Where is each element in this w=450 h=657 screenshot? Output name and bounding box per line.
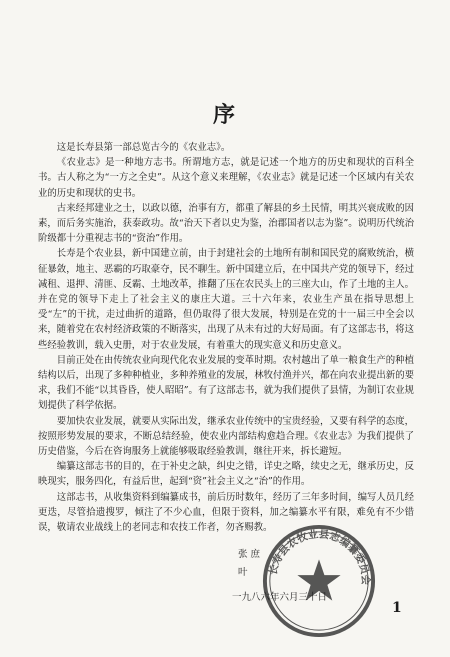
page-title: 序 [212,102,237,128]
signature-date: 一九八六年六月三十日 [232,592,328,603]
paragraph-8: 这部志书，从收集资料到编纂成书，前后历时数年，经历了三年多时间，编写人员几经更迭，尽管拾遗搜罗，倾注了不少心血，但限于资料，加之编纂水平有限，难免有不少错误，敬请农业战线上的老同志和农技工作者，勿吝赐教。 [38,491,414,534]
signature-2: 叶 [238,567,248,578]
paragraph-7: 编纂这部志书的目的，在于补史之缺，纠史之错，详史之略，续史之无，继承历史，反映现实，服务四化，有益后世，起到“资”社会主义之“治”的作用。 [38,461,414,488]
paragraph-3: 古来经邦建业之士，以政以德，治事有方，都重了解县的乡土民情，明其兴衰成败的因素，而后务实施治，获泰政功。故“治天下者以史为鉴，治郡国者以志为鉴”。说明历代统治阶级都十分重视志书的“资治”作用。 [38,202,414,245]
preface-body [38,140,414,535]
seal-text: 长寿县农牧业县志编纂委员会 [267,528,372,586]
paragraph-6: 要加快农业发展，就要从实际出发，继承农业传统中的宝贵经验，又要有科学的态度，按照形势发展的要求，不断总结经验，使农业内部结构愈趋合理。《农业志》为我们提供了历史借鉴，今后在咨询服务上就能够吸取经验教训，继往开来，拆长避短。 [38,415,414,458]
paragraph-5: 目前正处在由传统农业向现代化农业发展的变革时期。农村越出了单一粮食生产的种植结构以后，出现了多种种植业，多种养殖业的发展，林牧付渔并兴，都在向农业提出新的要求，我们不能“以其昏昏，使人昭昭”。有了这部志书，就为我们提供了县情，为制订农业规划提供了科学依据。 [38,354,414,412]
paragraph-1: 这是长寿县第一部总览古今的《农业志》。 [56,142,231,153]
page-number: 1 [392,600,402,616]
official-seal-icon [260,522,378,640]
paragraph-4: 长寿是个农业县，新中国建立前，由于封建社会的土地所有制和国民党的腐败统治，横征暴敛，地主、恶霸的巧取豪夺，民不聊生。新中国建立后，在中国共产党的领导下，经过减租、退押、清匪、反霸、土地改革，推翻了压在农民头上的三座大山，作了土地的主人。并在党的领导下走上了社会主义的康庄大道。三十六年来，农业生产虽在指导思想上受“左”的干扰，走过曲折的道路，但仍取得了很大发展，特别是在党的十一届三中全会以来，随着党在农村经济政策的不断落实，出现了从未有过的大好局面。有了这部志书，将这些经验教训，载入史册，对于农业发展，有着重大的现实意义和历史意义。 [38,248,414,351]
paragraph-2: 《农业志》是一种地方志书。所谓地方志，就是记述一个地方的历史和现状的百科全书。古人称之为“一方之全史”。从这个意义来理解，《农业志》就是记述一个区域内有关农业的历史和现状的史书。 [38,157,414,199]
signature-1: 张 庶 [238,549,261,560]
